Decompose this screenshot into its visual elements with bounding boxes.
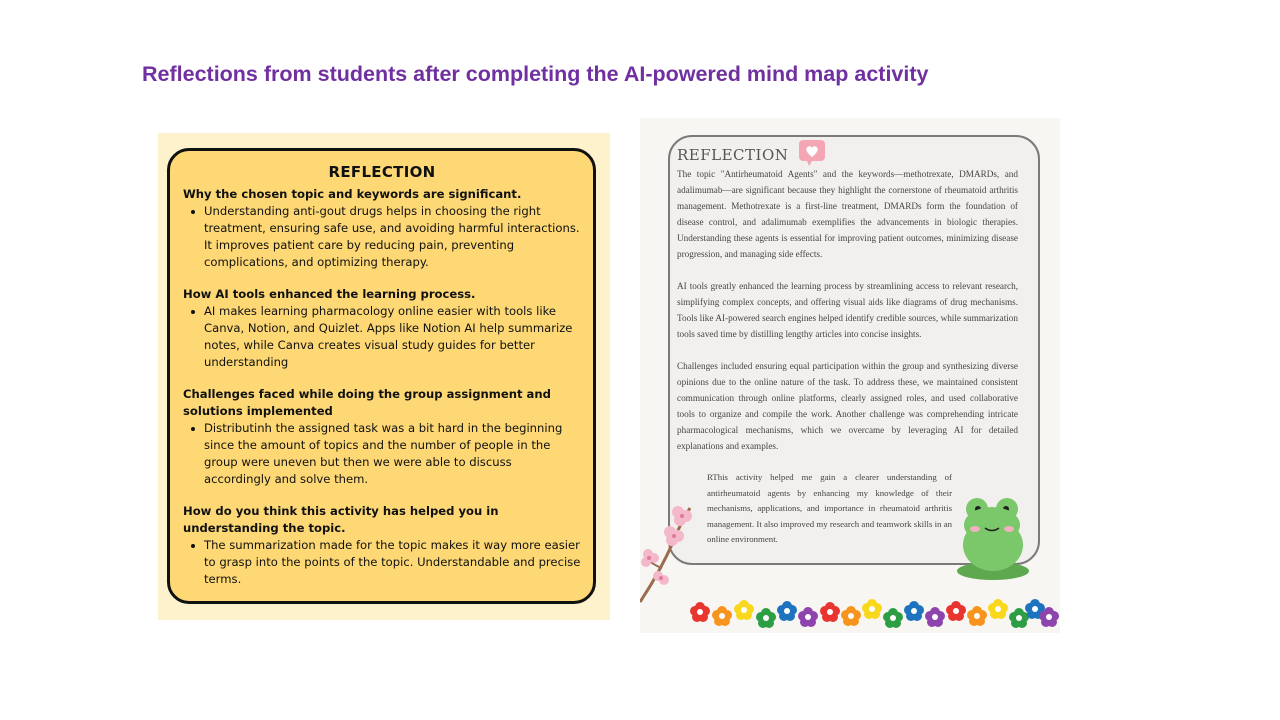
left-card-heading: REFLECTION [328, 163, 436, 181]
flower-icon [841, 606, 861, 626]
flower-icon [777, 601, 797, 621]
heart-icon [797, 138, 827, 168]
reflection-paragraph: Challenges included ensuring equal participation within the group and synthesizing diverse opinions due to the online nature of the task. To address these, we maintained consistent communication through online platforms, clearly assigned roles, and used collaborative tools to organize and compile the work. Another challenge was comprehending intricate pharmacological mechanisms, which we overcame by leveraging AI for detailed explanations and examples. [677, 361, 1018, 451]
section-answer: The summarization made for the topic makes it way more easier to grasp into the points of the topic. Understandable and precise terms. [204, 538, 581, 586]
reflection-section [183, 186, 581, 271]
reflection-section [183, 503, 581, 588]
flower-icon [734, 600, 754, 620]
reflection-paragraph: AI tools greatly enhanced the learning process by streamlining access to relevant research, simplifying complex concepts, and offering visual aids like diagrams of drug mechanisms. Tools like AI-powered search engines helped identify credible sources, while summarization tools saved time by distilling lengthy articles into concise insights. [677, 281, 1018, 339]
section-answer: Understanding anti-gout drugs helps in choosing the right treatment, ensuring safe use, and avoiding harmful interactions. It improves patient care by reducing pain, preventing complications, and optimizing therapy. [204, 204, 580, 269]
flower-icon [967, 606, 987, 626]
flower-icon [798, 607, 818, 627]
section-question: How do you think this activity has helped you in understanding the topic. [183, 504, 499, 535]
frog-icon [951, 493, 1037, 583]
flower-icon [862, 599, 882, 619]
reflection-section [183, 386, 581, 488]
reflection-paragraph: The topic "Antirheumatoid Agents" and the keywords—methotrexate, DMARDs, and adalimumab—are significant because they highlight the cornerstone of rheumatoid arthritis management. Methotrexate is a first-line treatment, DMARDs form the foundation of disease control, and adalimumab exemplifies the advancements in biologic therapies. Understanding these agents is essential for improving patient outcomes, minimizing disease progression, and managing side effects. [677, 169, 1018, 259]
section-question: How AI tools enhanced the learning process. [183, 287, 476, 301]
reflection-last-paragraph: RThis activity helped me gain a clearer understanding of antirheumatoid agents by enhancing my knowledge of their mechanisms, applications, and importance in rheumatoid arthritis management. It also improved my research and teamwork skills in an online environment. [707, 472, 952, 544]
left-reflection-card [167, 148, 596, 604]
flower-icon [883, 608, 903, 628]
flower-icon [820, 602, 840, 622]
reflection-section [183, 286, 581, 371]
flower-icon [756, 608, 776, 628]
right-card-heading: REFLECTION [677, 146, 789, 164]
flower-border [687, 596, 1062, 631]
section-question: Challenges faced while doing the group assignment and solutions implemented [183, 387, 551, 418]
flower-icon [925, 607, 945, 627]
section-answer: AI makes learning pharmacology online easier with tools like Canva, Notion, and Quizlet. Apps like Notion AI help summarize notes, while Canva creates visual study guides for better understanding [204, 303, 581, 371]
flower-icon [712, 606, 732, 626]
right-reflection-panel [640, 118, 1060, 633]
flower-icon [690, 602, 710, 622]
slide-title: Reflections from students after completing the AI-powered mind map activity [142, 62, 929, 86]
section-question: Why the chosen topic and keywords are significant. [183, 187, 522, 201]
flower-icon [988, 599, 1008, 619]
section-answer: Distributinh the assigned task was a bit hard in the beginning since the amount of topics and the number of people in the group were uneven but then we were able to discuss accordingly and solve them. [204, 420, 581, 488]
left-reflection-panel [158, 133, 610, 620]
flower-icon [904, 601, 924, 621]
flower-icon [946, 601, 966, 621]
